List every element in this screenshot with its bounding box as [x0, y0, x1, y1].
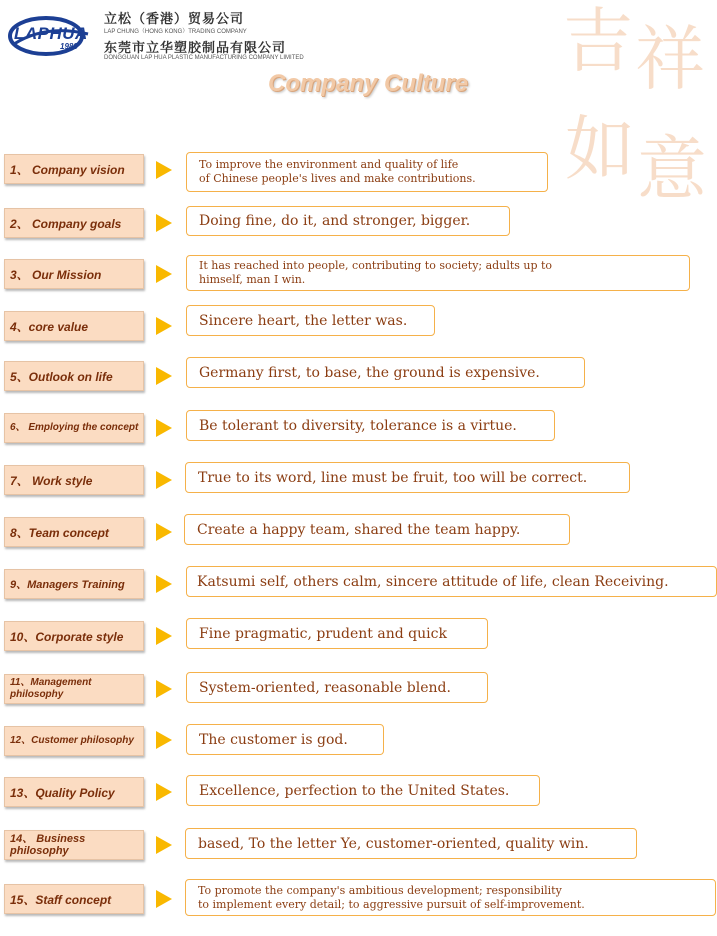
company1-chinese-name: 立松（香港）贸易公司 — [104, 12, 245, 27]
arrow-right-icon — [156, 317, 172, 335]
culture-label: 7、 Work style — [4, 465, 144, 495]
page-title: Company Culture — [268, 70, 469, 97]
culture-label: 14、 Business philosophy — [4, 830, 144, 860]
culture-label: 13、Quality Policy — [4, 777, 144, 807]
culture-text-box: Fine pragmatic, prudent and quick — [186, 618, 488, 649]
arrow-right-icon — [156, 367, 172, 385]
culture-label: 8、Team concept — [4, 517, 144, 547]
arrow-right-icon — [156, 523, 172, 541]
culture-text-box: Sincere heart, the letter was. — [186, 305, 435, 336]
culture-text-box: Create a happy team, shared the team happy. — [184, 514, 570, 545]
calligraphy-decoration — [555, 0, 717, 245]
culture-label: 10、Corporate style — [4, 621, 144, 651]
culture-text-box: The customer is god. — [186, 724, 384, 755]
arrow-right-icon — [156, 890, 172, 908]
culture-text-box: Excellence, perfection to the United States. — [186, 775, 540, 806]
calligraphy-char: 祥 — [635, 18, 705, 100]
calligraphy-char: 吉 — [563, 0, 633, 82]
culture-label: 15、Staff concept — [4, 884, 144, 914]
culture-label: 4、core value — [4, 311, 144, 341]
culture-text-box: True to its word, line must be fruit, too will be correct. — [185, 462, 630, 493]
arrow-right-icon — [156, 783, 172, 801]
culture-text-box: To improve the environment and quality of life of Chinese people's lives and make contributions. — [186, 152, 548, 192]
culture-label: 11、Management philosophy — [4, 674, 144, 704]
culture-text-box: Katsumi self, others calm, sincere attitude of life, clean Receiving. — [186, 566, 717, 597]
culture-label: 1、 Company vision — [4, 154, 144, 184]
arrow-right-icon — [156, 627, 172, 645]
culture-label: 2、 Company goals — [4, 208, 144, 238]
culture-text-box: based, To the letter Ye, customer-oriented, quality win. — [185, 828, 637, 859]
arrow-right-icon — [156, 265, 172, 283]
company1-english-name: LAP CHUNG（HONG KONG）TRADING COMPANY — [104, 29, 247, 35]
culture-label: 6、 Employing the concept — [4, 413, 144, 443]
culture-text-box: Germany first, to base, the ground is expensive. — [186, 357, 585, 388]
logo-year: 1989 — [60, 42, 78, 51]
culture-label: 5、Outlook on life — [4, 361, 144, 391]
company2-english-name: DONGGUAN LAP HUA PLASTIC MANUFACTURING COMPANY LIMITED — [104, 55, 304, 61]
calligraphy-char: 如 — [565, 108, 635, 190]
culture-label: 3、 Our Mission — [4, 259, 144, 289]
culture-label: 12、Customer philosophy — [4, 726, 144, 756]
logo-text: LAPHUA — [14, 24, 88, 43]
arrow-right-icon — [156, 161, 172, 179]
arrow-right-icon — [156, 471, 172, 489]
arrow-right-icon — [156, 214, 172, 232]
arrow-right-icon — [156, 575, 172, 593]
arrow-right-icon — [156, 731, 172, 749]
arrow-right-icon — [156, 419, 172, 437]
culture-text-box: Be tolerant to diversity, tolerance is a virtue. — [186, 410, 555, 441]
arrow-right-icon — [156, 680, 172, 698]
arrow-right-icon — [156, 836, 172, 854]
culture-text-box: It has reached into people, contributing to society; adults up to himself, man I win. — [186, 255, 690, 291]
culture-text-box: System-oriented, reasonable blend. — [186, 672, 488, 703]
company2-chinese-name: 东莞市立华塑胶制品有限公司 — [104, 41, 287, 56]
culture-text-box: To promote the company's ambitious development; responsibility to implement every detail; to aggressive pursuit of self-improvement. — [185, 879, 716, 916]
calligraphy-char: 意 — [637, 128, 707, 210]
culture-text-box: Doing fine, do it, and stronger, bigger. — [186, 206, 510, 236]
culture-label: 9、Managers Training — [4, 569, 144, 599]
